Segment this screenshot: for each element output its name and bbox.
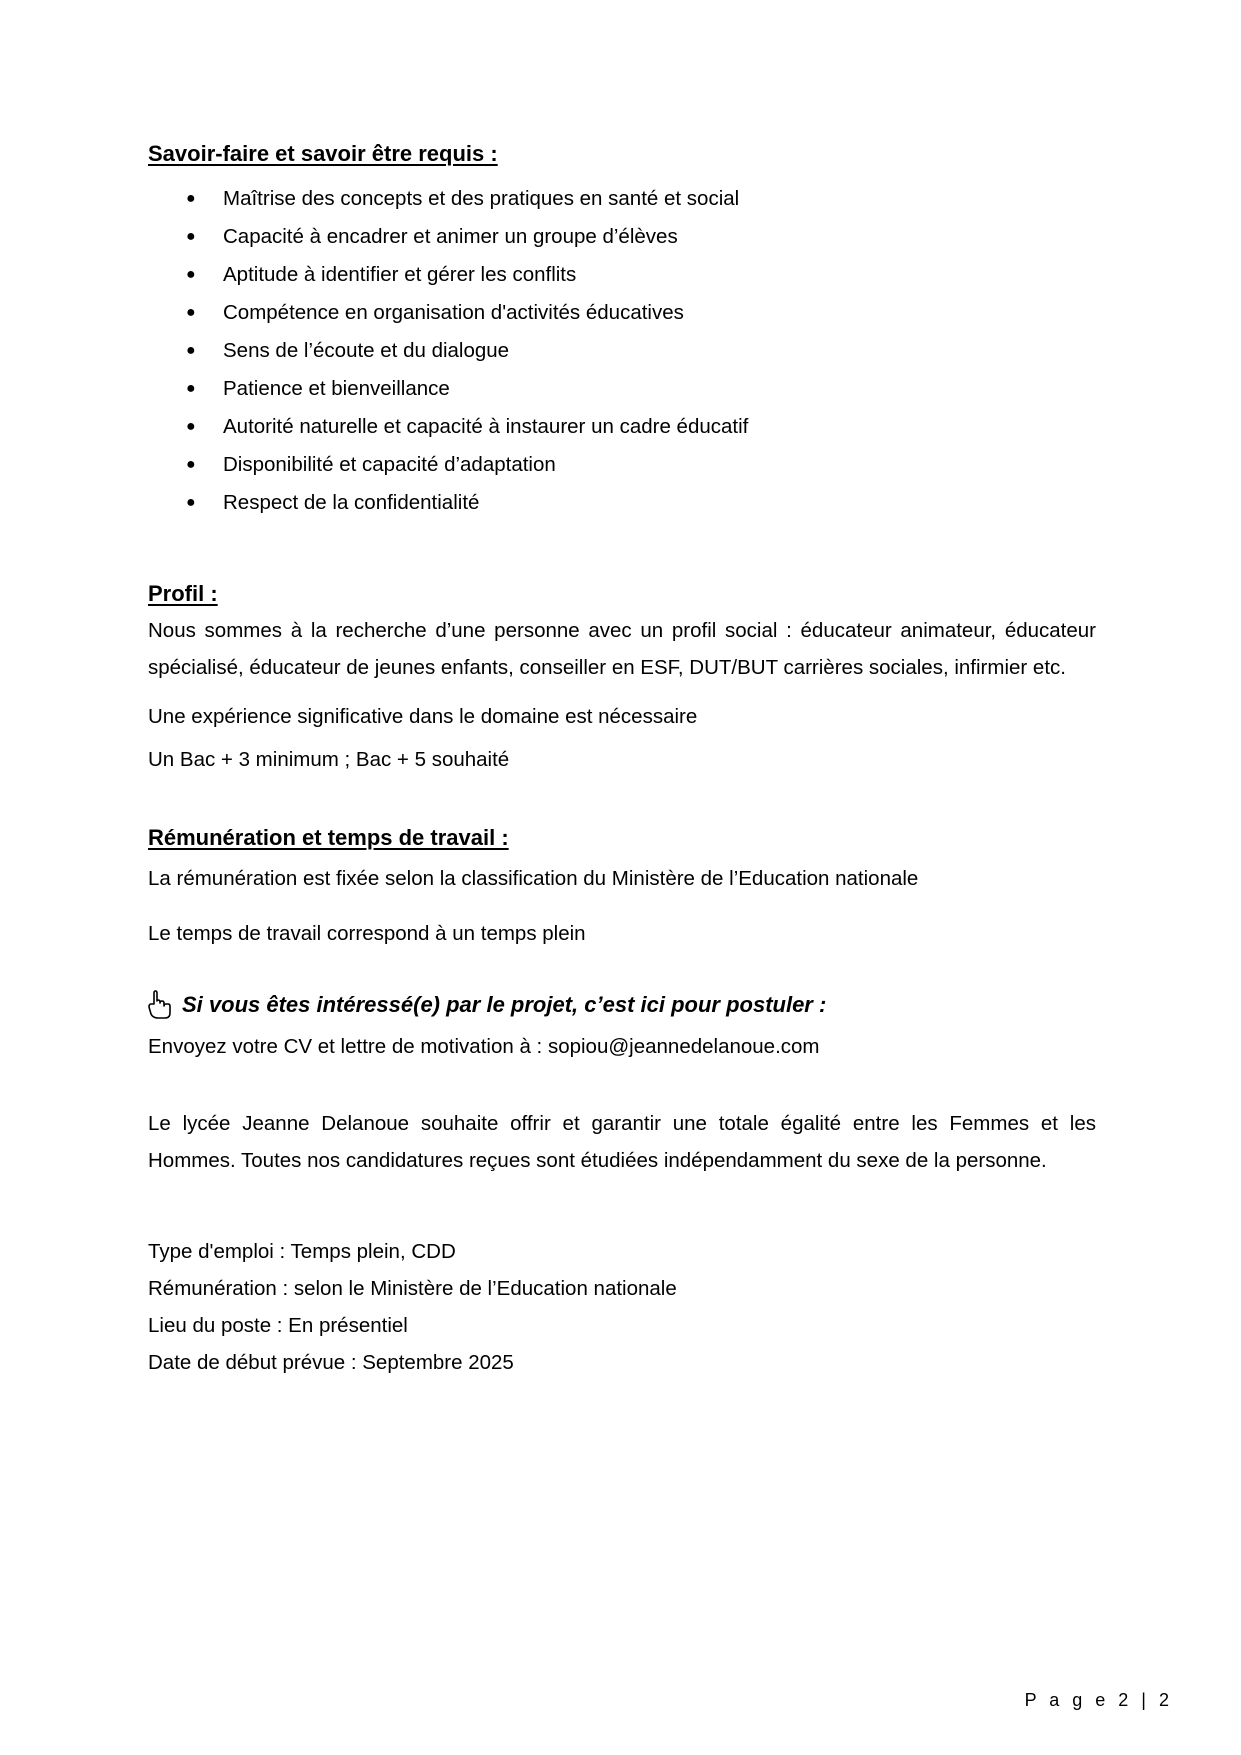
list-item: ● Respect de la confidentialité (148, 484, 1096, 522)
list-item: ● Capacité à encadrer et animer un groupe d’élèves (148, 218, 1096, 256)
apply-heading: Si vous êtes intéressé(e) par le projet, c’est ici pour postuler : (148, 990, 1096, 1020)
job-location: Lieu du poste : En présentiel (148, 1314, 408, 1337)
skills-heading: Savoir-faire et savoir être requis : (148, 141, 498, 166)
bullet-icon: ● (186, 342, 196, 359)
profile-paragraph: Nous sommes à la recherche d’une personne avec un profil social : éducateur animateur, éducateur spécialisé, éducateur de jeunes enfants, conseiller en ESF, DUT/BUT carrières sociales, infirmier etc. (148, 619, 1096, 679)
pay-text: La rémunération est fixée selon la classification du Ministère de l’Education nationale (148, 867, 919, 890)
list-item: ● Patience et bienveillance (148, 370, 1096, 408)
skills-list (148, 180, 1096, 522)
list-item: ● Maîtrise des concepts et des pratiques en santé et social (148, 180, 1096, 218)
page-number: P a g e 2 | 2 (1024, 1690, 1173, 1710)
list-item: ● Autorité naturelle et capacité à instaurer un cadre éducatif (148, 408, 1096, 446)
document-content (148, 140, 1096, 1381)
profile-heading: Profil : (148, 581, 218, 606)
degree-text: Un Bac + 3 minimum ; Bac + 5 souhaité (148, 748, 510, 771)
time-text: Le temps de travail correspond à un temps plein (148, 922, 586, 945)
bullet-icon: ● (186, 304, 196, 321)
pointing-hand-icon (148, 990, 174, 1020)
bullet-icon: ● (186, 380, 196, 397)
bullet-icon: ● (186, 190, 196, 207)
bullet-icon: ● (186, 266, 196, 283)
list-item: ● Aptitude à identifier et gérer les conflits (148, 256, 1096, 294)
job-pay: Rémunération : selon le Ministère de l’Education nationale (148, 1277, 677, 1300)
bullet-icon: ● (186, 456, 196, 473)
contact-text: Envoyez votre CV et lettre de motivation à : sopiou@jeannedelanoue.com (148, 1035, 820, 1058)
equality-paragraph: Le lycée Jeanne Delanoue souhaite offrir et garantir une totale égalité entre les Femmes et les Hommes. Toutes nos candidatures reçues sont étudiées indépendamment du sexe de la personne. (148, 1112, 1096, 1172)
pay-heading: Rémunération et temps de travail : (148, 825, 509, 850)
job-details (148, 1233, 1096, 1381)
bullet-icon: ● (186, 418, 196, 435)
job-start: Date de début prévue : Septembre 2025 (148, 1351, 514, 1374)
experience-text: Une expérience significative dans le domaine est nécessaire (148, 705, 698, 728)
list-item: ● Sens de l’écoute et du dialogue (148, 332, 1096, 370)
bullet-icon: ● (186, 494, 196, 511)
list-item: ● Compétence en organisation d'activités éducatives (148, 294, 1096, 332)
list-item: ● Disponibilité et capacité d’adaptation (148, 446, 1096, 484)
job-type: Type d'emploi : Temps plein, CDD (148, 1240, 456, 1263)
bullet-icon: ● (186, 228, 196, 245)
